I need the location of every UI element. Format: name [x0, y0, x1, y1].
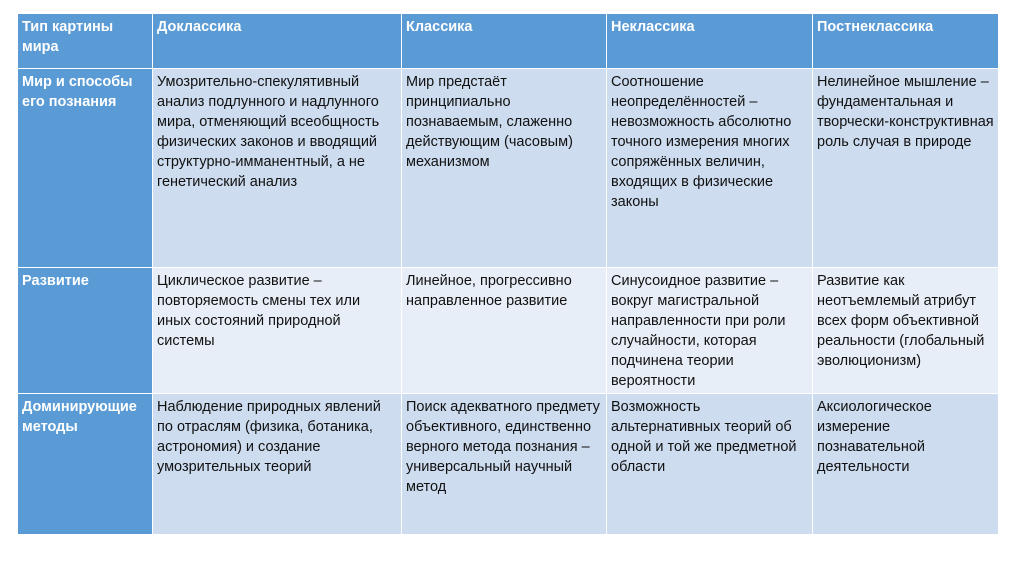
comparison-table-container [17, 13, 998, 535]
row-label: Развитие [18, 268, 153, 394]
table-row [18, 268, 999, 394]
table-cell: Циклическое развитие – повторяемость смены тех или иных состояний природной системы [153, 268, 402, 394]
table-cell: Линейное, прогрессивно направленное развитие [402, 268, 607, 394]
row-label: Доминирующие методы [18, 394, 153, 535]
table-cell: Аксиологическое измерение познавательной деятельности [813, 394, 999, 535]
header-preclassical: Доклассика [153, 14, 402, 69]
header-postnonclassical: Постнеклассика [813, 14, 999, 69]
table-cell: Развитие как неотъемлемый атрибут всех форм объективной реальности (глобальный эволюционизм) [813, 268, 999, 394]
table-row [18, 394, 999, 535]
header-classical: Классика [402, 14, 607, 69]
header-nonclassical: Неклассика [607, 14, 813, 69]
table-cell: Мир предстаёт принципиально познаваемым, слаженно действующим (часовым) механизмом [402, 69, 607, 268]
table-cell: Нелинейное мышление – фундаментальная и творчески-конструктивная роль случая в природе [813, 69, 999, 268]
table-cell: Наблюдение природных явлений по отраслям (физика, ботаника, астрономия) и создание умозрительных теорий [153, 394, 402, 535]
header-type: Тип картины мира [18, 14, 153, 69]
table-cell: Умозрительно-спекулятивный анализ подлунного и надлунного мира, отменяющий всеобщность физических законов и вводящий структурно-имманентный, а не генетический анализ [153, 69, 402, 268]
row-label: Мир и способы его познания [18, 69, 153, 268]
table-cell: Синусоидное развитие – вокруг магистральной направленности при роли случайности, которая подчинена теории вероятности [607, 268, 813, 394]
world-picture-table [17, 13, 999, 535]
header-row [18, 14, 999, 69]
table-cell: Соотношение неопределённостей – невозможность абсолютно точного измерения многих сопряжённых величин, входящих в физические законы [607, 69, 813, 268]
table-cell: Поиск адекватного предмету объективного, единственно верного метода познания – универсальный научный метод [402, 394, 607, 535]
table-row [18, 69, 999, 268]
table-cell: Возможность альтернативных теорий об одной и той же предметной области [607, 394, 813, 535]
